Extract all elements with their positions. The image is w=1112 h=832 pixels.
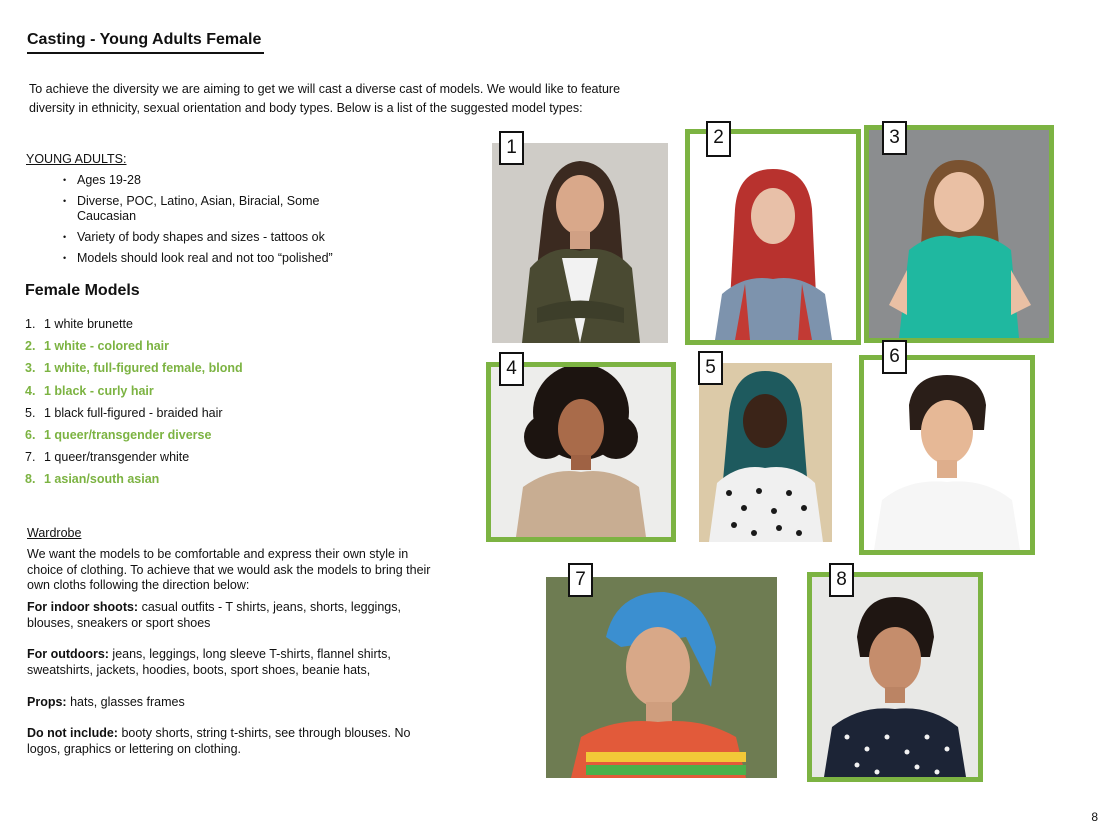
portrait-image <box>699 363 832 542</box>
female-models-heading: Female Models <box>25 282 140 299</box>
young-adults-bullet-list <box>60 173 360 272</box>
model-item-number: 1. <box>25 317 36 331</box>
bullet-item: • Models should look real and not too “polished” <box>60 251 360 266</box>
model-photo-3 <box>864 125 1054 343</box>
photo-number-label: 5 <box>698 351 723 385</box>
model-item-text: 1 white, full-figured female, blond <box>44 361 243 376</box>
page-number: 8 <box>1091 810 1098 824</box>
model-photo-1 <box>492 143 668 343</box>
portrait-image <box>492 143 668 343</box>
photo-number-label: 6 <box>882 340 907 374</box>
model-photo-7 <box>546 577 777 778</box>
model-item-text: 1 white brunette <box>44 317 133 331</box>
bullet-item: • Variety of body shapes and sizes - tattoos ok <box>60 230 360 245</box>
props-text: hats, glasses frames <box>66 695 185 709</box>
model-item-text: 1 black full-figured - braided hair <box>44 405 223 420</box>
indoor-label: For indoor shoots: <box>27 600 139 614</box>
model-item-number: 7. <box>25 450 36 465</box>
model-item-number: 6. <box>25 427 36 442</box>
model-item <box>25 471 243 493</box>
young-adults-label: YOUNG ADULTS: <box>26 152 127 166</box>
model-item-number: 8. <box>25 472 36 487</box>
bullet-item: • Diverse, POC, Latino, Asian, Biracial, Some Caucasian <box>60 194 360 224</box>
wardrobe-indoor <box>27 600 437 631</box>
model-item-text: 1 queer/transgender white <box>44 450 190 465</box>
model-item <box>25 405 243 427</box>
model-item-number: 5. <box>25 405 36 420</box>
outdoor-label: For outdoors: <box>27 647 109 661</box>
props-label: Props: <box>27 695 67 709</box>
portrait-image <box>869 130 1049 338</box>
bullet-item: • Ages 19-28 <box>60 173 360 188</box>
intro-paragraph: To achieve the diversity we are aiming to get we will cast a diverse cast of models. We would like to feature diversity in ethnicity, sexual orientation and body types. Below is a list of the suggested model types: <box>29 82 621 115</box>
portrait-image <box>690 134 856 340</box>
model-item-text: 1 black - curly hair <box>44 383 154 398</box>
model-photo-2 <box>685 129 861 345</box>
portrait-image <box>546 577 777 778</box>
wardrobe-exclude <box>27 726 437 757</box>
model-item <box>25 316 243 338</box>
model-item-text: 1 white - colored hair <box>44 339 170 354</box>
model-photo-8 <box>807 572 983 782</box>
photo-number-label: 1 <box>499 131 524 165</box>
outdoor-text: jeans, leggings, long sleeve T-shirts, flannel shirts, sweatshirts, jackets, hoodies, boots, sport shoes, beanie hats, <box>27 647 391 677</box>
model-item <box>25 449 243 471</box>
model-photo-6 <box>859 355 1035 555</box>
model-photo-4 <box>486 362 676 542</box>
wardrobe-intro: We want the models to be comfortable and express their own style in choice of clothing. To achieve that we would ask the models to bring their own cloths following the direction below: <box>27 547 431 592</box>
model-item <box>25 427 243 449</box>
indoor-text: casual outfits - T shirts, jeans, shorts, leggings, blouses, sneakers or sport shoes <box>27 600 401 630</box>
photo-number-label: 8 <box>829 563 854 597</box>
model-item <box>25 360 243 382</box>
photo-number-label: 4 <box>499 352 524 386</box>
model-item-number: 2. <box>25 339 36 354</box>
female-models-list <box>25 316 243 494</box>
model-item <box>25 383 243 405</box>
model-photo-5 <box>699 363 832 542</box>
exclude-text: booty shorts, string t-shirts, see through blouses. No logos, graphics or lettering on clothing. <box>27 726 411 756</box>
photo-number-label: 7 <box>568 563 593 597</box>
page-title: Casting - Young Adults Female <box>27 31 264 54</box>
photo-number-label: 2 <box>706 121 731 157</box>
wardrobe-label: Wardrobe <box>27 526 82 540</box>
photo-number-label: 3 <box>882 121 907 155</box>
model-item-text: 1 queer/transgender diverse <box>44 427 212 442</box>
model-item-text: 1 asian/south asian <box>44 472 160 487</box>
portrait-image <box>812 577 978 777</box>
portrait-image <box>864 360 1030 550</box>
model-item-number: 4. <box>25 383 36 398</box>
model-item <box>25 338 243 360</box>
wardrobe-outdoor <box>27 647 437 678</box>
model-item-number: 3. <box>25 361 36 376</box>
portrait-image <box>491 367 671 537</box>
exclude-label: Do not include: <box>27 726 118 740</box>
wardrobe-props <box>27 695 437 711</box>
